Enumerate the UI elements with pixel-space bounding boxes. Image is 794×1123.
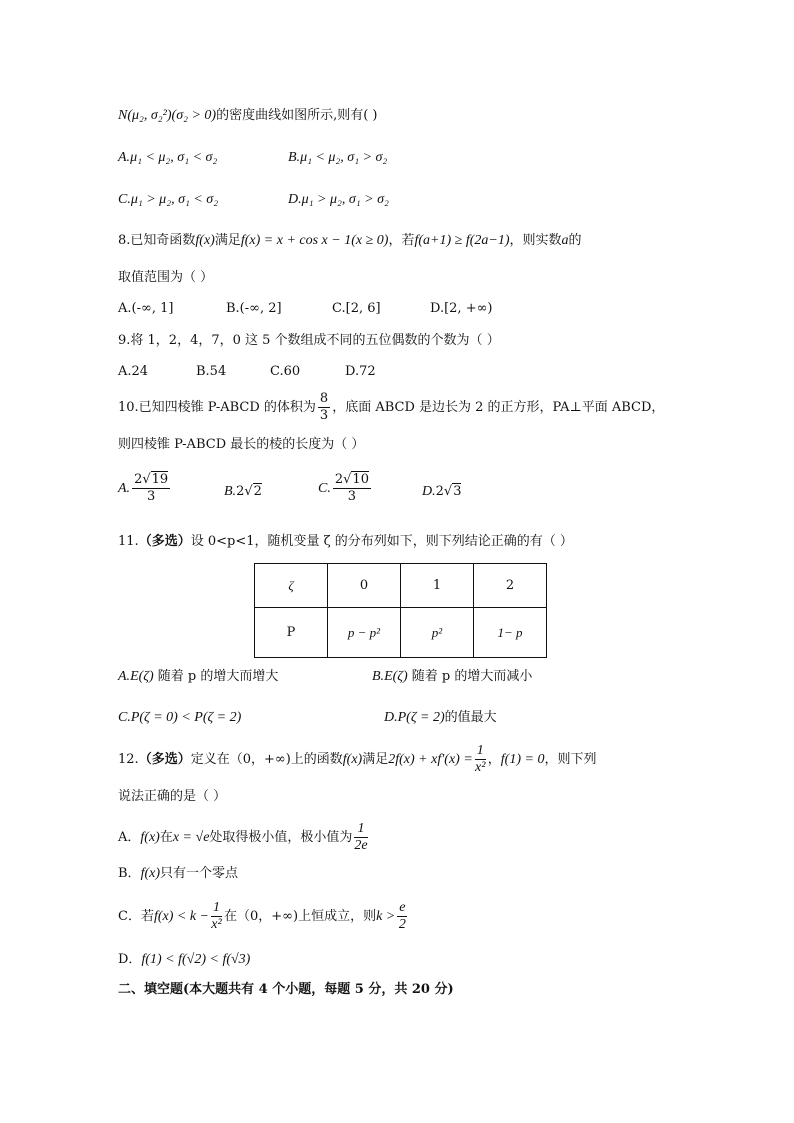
q12-stem: 12.（多选）定义在（0，+∞)上的函数f(x)满足2f(x) + xf′(x) = $\frac{1}{\text{x²}}$ ，f(1) = 0，则下列 [118, 743, 597, 775]
q10-stem: 10.已知四棱锥 P-ABCD 的体积为 $\frac{8}{3}$ ，底面 ABCD 是边长为 2 的正方形，PA⊥平面 ABCD， [118, 391, 665, 423]
q12-stem-line2: 说法正确的是（ ） [118, 789, 227, 804]
q10-option-b: B.2√2 [224, 484, 262, 499]
q8-stem: 8.已知奇函数f(x)满足f(x) = x + cos x − 1(x ≥ 0)，若f(a+1) ≥ f(2a−1)，则实数a的 [118, 233, 582, 248]
q11-option-a: A.E(ζ) 随着 p 的增大而增大 [118, 669, 279, 684]
q10-option-d: D.2√3 [422, 484, 462, 499]
q9-stem: 9.将 1，2，4，7，0 这 5 个数组成不同的五位偶数的个数为（ ） [118, 333, 500, 348]
volume-fraction: $\frac{8}{3}$ [319, 391, 329, 423]
table-header-cell: ζ [255, 564, 328, 608]
table-header-cell: 2 [474, 564, 547, 608]
q12-option-c: C．若f(x) < k − $\frac{1}{\text{x²}}$ 在（0，+∞)上恒成立，则k > $\frac{e}{2}$ [118, 900, 406, 932]
normal-notation: N(μ₂, σ₂²)(σ₂ > 0) [118, 108, 217, 123]
q11-option-b: B.E(ζ) 随着 p 的增大而减小 [372, 669, 533, 684]
q7-option-b: B.μ₁ < μ₂, σ₁ > σ₂ [288, 150, 388, 165]
q9-option-d: D.72 [345, 364, 376, 379]
q11-option-c: C.P(ζ = 0) < P(ζ = 2) [118, 710, 242, 725]
table-cell: P [255, 608, 328, 658]
section-heading: 二、填空题(本大题共有 4 个小题，每题 5 分，共 20 分) [118, 982, 454, 997]
q7-option-c: C.μ₁ > μ₂, σ₁ < σ₂ [118, 192, 219, 207]
line-text: 的密度曲线如图所示,则有( ) [216, 108, 378, 123]
q9-option-a: A.24 [118, 364, 149, 379]
q11-stem: 11.（多选）设 0<p<1，随机变量 ζ 的分布列如下，则下列结论正确的有（ ） [118, 534, 573, 549]
distribution-table [254, 563, 547, 658]
q8-option-b: B.(-∞, 2] [226, 301, 282, 316]
q12-option-b: B．f(x)只有一个零点 [118, 866, 239, 881]
q7-option-a: A.μ₁ < μ₂, σ₁ < σ₂ [118, 150, 218, 165]
q8-stem-line2: 取值范围为（ ） [118, 270, 214, 285]
q8-option-c: C.[2, 6] [332, 301, 381, 316]
q7-option-d: D.μ₁ > μ₂, σ₁ > σ₂ [288, 192, 389, 207]
q12-option-a: A．f(x)在x = √e处取得极小值，极小值为 $\frac{1}{2e}$ [118, 821, 368, 853]
q9-option-c: C.60 [270, 364, 301, 379]
table-cell: p − p² [328, 608, 401, 658]
q10-stem-line2: 则四棱锥 P-ABCD 最长的棱的长度为（ ） [118, 437, 365, 452]
q10-option-c: C. $\frac{2√10}{3}$ [318, 472, 369, 504]
q12-option-d: D．f(1) < f(√2) < f(√3) [118, 952, 251, 967]
table-header-cell: 0 [328, 564, 401, 608]
q9-option-b: B.54 [196, 364, 227, 379]
q11-option-d: D.P(ζ = 2)的值最大 [384, 710, 497, 725]
table-cell: 1− p [474, 608, 547, 658]
table-cell: p² [401, 608, 474, 658]
q8-option-a: A.(-∞, 1] [118, 301, 174, 316]
normal-distribution-line [118, 106, 378, 126]
table-header-cell: 1 [401, 564, 474, 608]
q8-option-d: D.[2, +∞) [430, 301, 493, 316]
q10-option-a: A. $\frac{2√19}{3}$ [118, 472, 169, 504]
